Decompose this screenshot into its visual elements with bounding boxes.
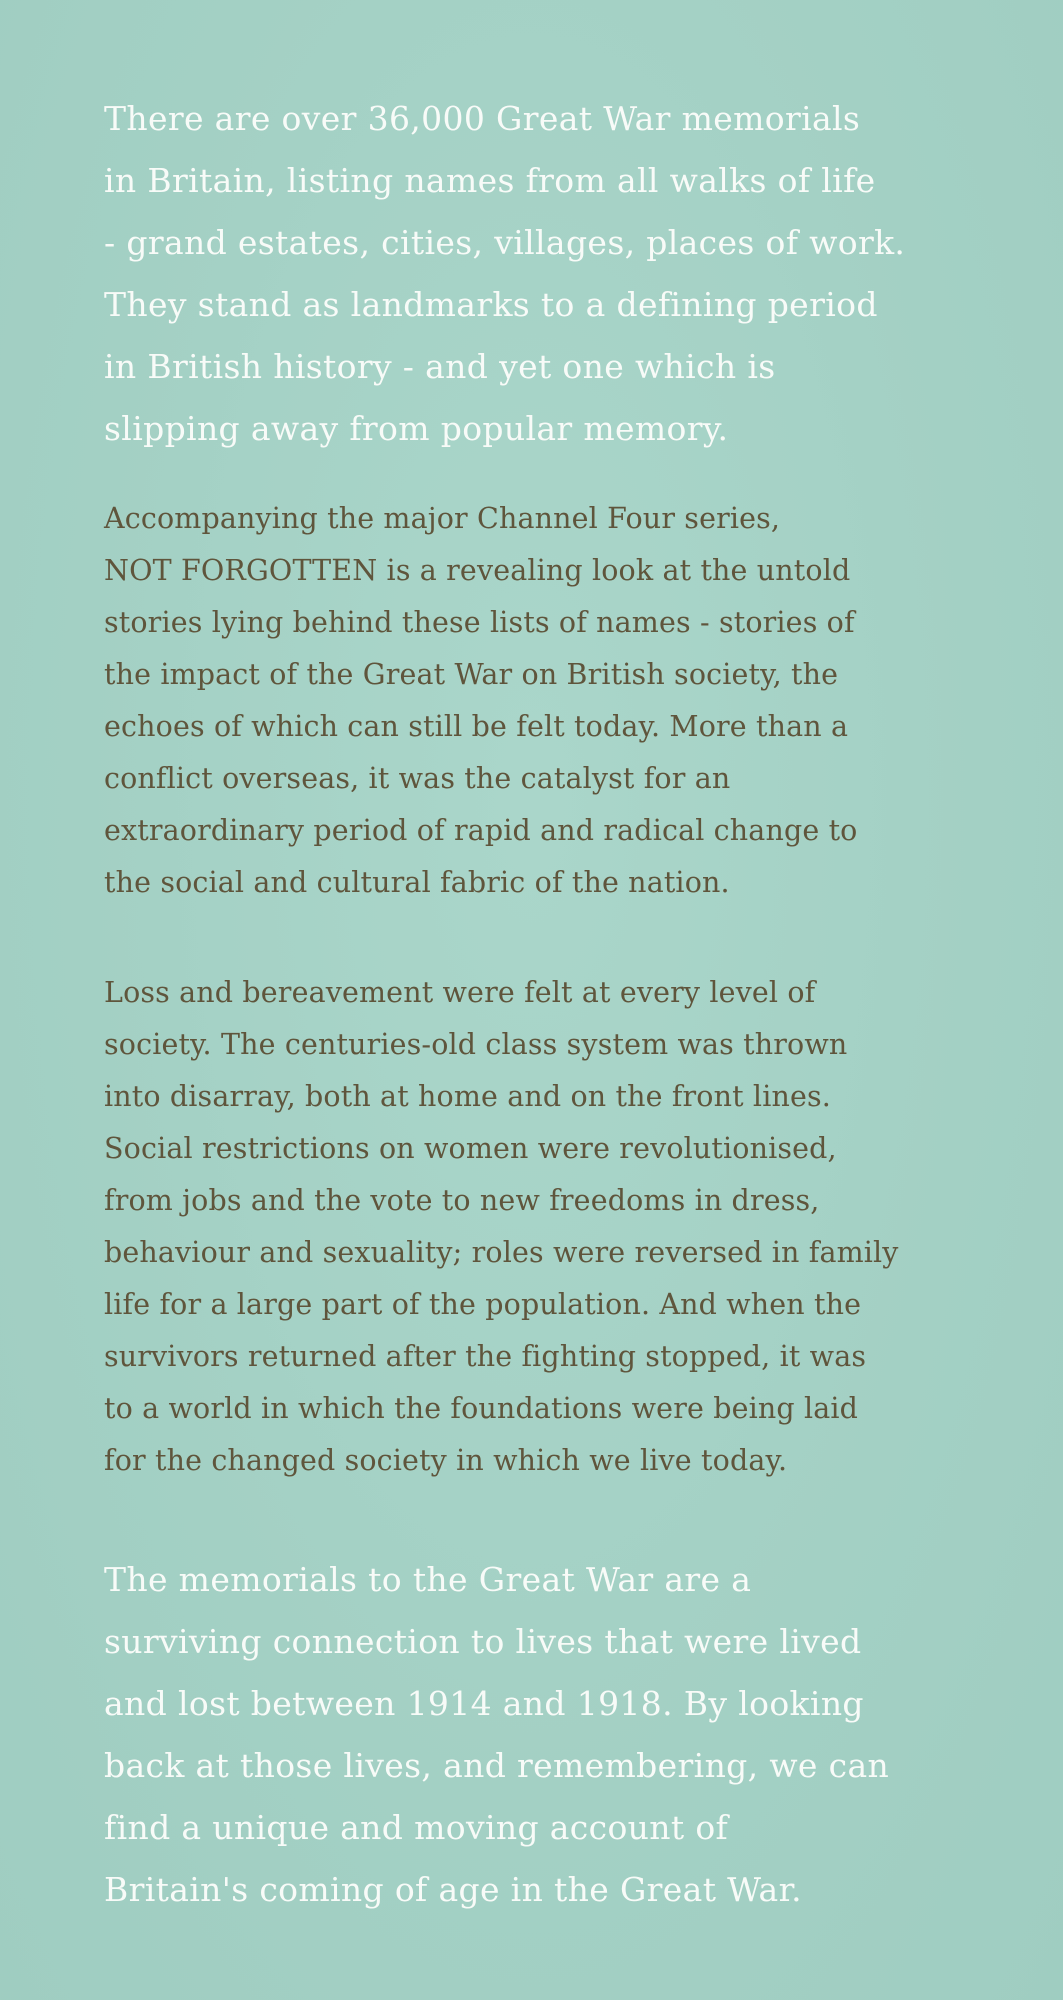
text-line: stories lying behind these lists of names - stories of — [104, 606, 855, 639]
text-line: find a unique and moving account of — [104, 1808, 729, 1847]
text-line: for the changed society in which we live today. — [104, 1444, 788, 1477]
text-line: Loss and bereavement were felt at every level of — [104, 976, 816, 1009]
text-line: There are over 36,000 Great War memorials — [104, 99, 861, 138]
text-line: back at those lives, and remembering, we can — [104, 1746, 890, 1785]
closing-paragraph — [104, 1549, 889, 1921]
text-line: from jobs and the vote to new freedoms in dress, — [104, 1184, 820, 1217]
text-line: society. The centuries-old class system was thrown — [104, 1028, 848, 1061]
society-paragraph — [104, 967, 899, 1487]
text-line: in British history - and yet one which is — [104, 347, 776, 386]
text-line: behaviour and sexuality; roles were reversed in family — [104, 1236, 899, 1269]
text-line: Social restrictions on women were revolutionised, — [104, 1132, 837, 1165]
text-line: conflict overseas, it was the catalyst for an — [104, 762, 731, 795]
series-paragraph — [104, 493, 857, 909]
text-line: and lost between 1914 and 1918. By looking — [104, 1684, 864, 1723]
text-line: survivors returned after the fighting stopped, it was — [104, 1340, 867, 1373]
text-line: extraordinary period of rapid and radical change to — [104, 814, 858, 847]
text-line: to a world in which the foundations were being laid — [104, 1392, 859, 1425]
text-line: They stand as landmarks to a defining period — [104, 285, 878, 324]
text-line: - grand estates, cities, villages, places of work. — [104, 223, 906, 262]
text-line: surviving connection to lives that were lived — [104, 1622, 862, 1661]
intro-paragraph — [104, 88, 905, 460]
text-line: life for a large part of the population. And when the — [104, 1288, 862, 1321]
text-line: The memorials to the Great War are a — [104, 1560, 752, 1599]
text-line: the impact of the Great War on British society, the — [104, 658, 839, 691]
text-line: into disarray, both at home and on the front lines. — [104, 1080, 831, 1113]
text-line: NOT FORGOTTEN is a revealing look at the untold — [104, 554, 851, 587]
text-line: slipping away from popular memory. — [104, 409, 729, 448]
text-line: Accompanying the major Channel Four series, — [104, 502, 781, 535]
text-line: in Britain, listing names from all walks of life — [104, 161, 876, 200]
text-line: Britain's coming of age in the Great War. — [104, 1870, 802, 1909]
text-line: echoes of which can still be felt today. More than a — [104, 710, 849, 743]
text-line: the social and cultural fabric of the nation. — [104, 866, 730, 899]
